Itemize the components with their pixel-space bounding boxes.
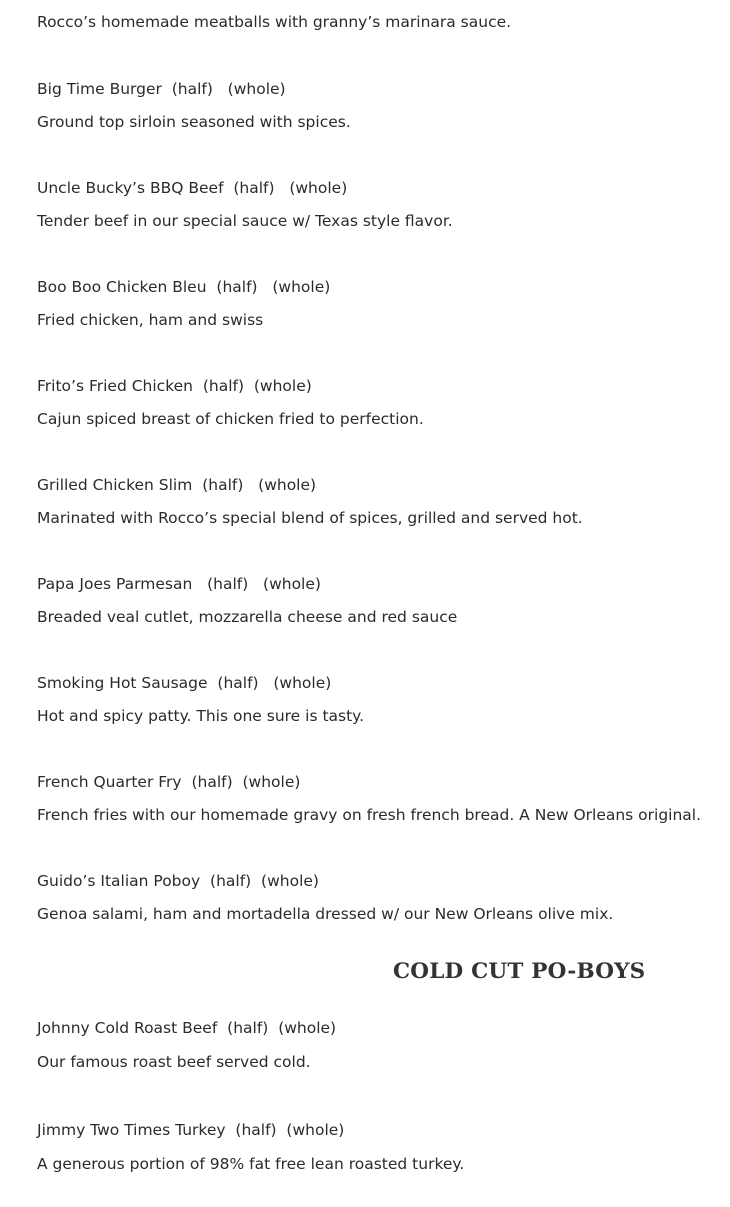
item-title: Jimmy Two Times Turkey (half) (whole) [37, 1121, 345, 1139]
menu-item-big-time-burger [37, 79, 717, 132]
item-description: Rocco’s homemade meatballs with granny’s marinara sauce. [37, 13, 512, 31]
menu-item-fried-chicken [37, 376, 717, 429]
item-description: A generous portion of 98% fat free lean roasted turkey. [37, 1155, 465, 1173]
menu-item-turkey [37, 1120, 717, 1174]
item-description: Breaded veal cutlet, mozzarella cheese and red sauce [37, 608, 458, 626]
item-description: Our famous roast beef served cold. [37, 1053, 311, 1071]
item-description: French fries with our homemade gravy on fresh french bread. A New Orleans original. [37, 806, 702, 824]
menu-item-hot-sausage [37, 673, 717, 726]
item-description: Marinated with Rocco’s special blend of spices, grilled and served hot. [37, 509, 583, 527]
menu-item-chicken-bleu [37, 277, 717, 330]
section-heading-cold-cut: COLD CUT PO-BOYS [393, 959, 646, 984]
menu-item-french-quarter-fry [37, 772, 717, 825]
item-title: Uncle Bucky’s BBQ Beef (half) (whole) [37, 179, 348, 197]
item-title: Papa Joes Parmesan (half) (whole) [37, 575, 321, 593]
item-title: Johnny Cold Roast Beef (half) (whole) [37, 1019, 337, 1037]
menu-item-papa-joes-parmesan [37, 574, 717, 627]
item-title: French Quarter Fry (half) (whole) [37, 773, 301, 791]
item-description: Fried chicken, ham and swiss [37, 311, 264, 329]
menu-item-cold-roast-beef [37, 1018, 717, 1072]
item-title: Guido’s Italian Poboy (half) (whole) [37, 872, 319, 890]
item-title: Grilled Chicken Slim (half) (whole) [37, 476, 317, 494]
item-description: Tender beef in our special sauce w/ Texas style flavor. [37, 212, 453, 230]
item-title: Boo Boo Chicken Bleu (half) (whole) [37, 278, 331, 296]
item-title: Big Time Burger (half) (whole) [37, 80, 286, 98]
item-description: Hot and spicy patty. This one sure is tasty. [37, 707, 365, 725]
menu-item-meatball [37, 12, 717, 32]
menu-item-italian-poboy [37, 871, 717, 924]
item-description: Cajun spiced breast of chicken fried to perfection. [37, 410, 424, 428]
item-title: Smoking Hot Sausage (half) (whole) [37, 674, 332, 692]
menu-item-bbq-beef [37, 178, 717, 231]
item-description: Genoa salami, ham and mortadella dressed w/ our New Orleans olive mix. [37, 905, 614, 923]
item-title: Frito’s Fried Chicken (half) (whole) [37, 377, 312, 395]
menu-item-grilled-chicken [37, 475, 717, 528]
item-description: Ground top sirloin seasoned with spices. [37, 113, 351, 131]
